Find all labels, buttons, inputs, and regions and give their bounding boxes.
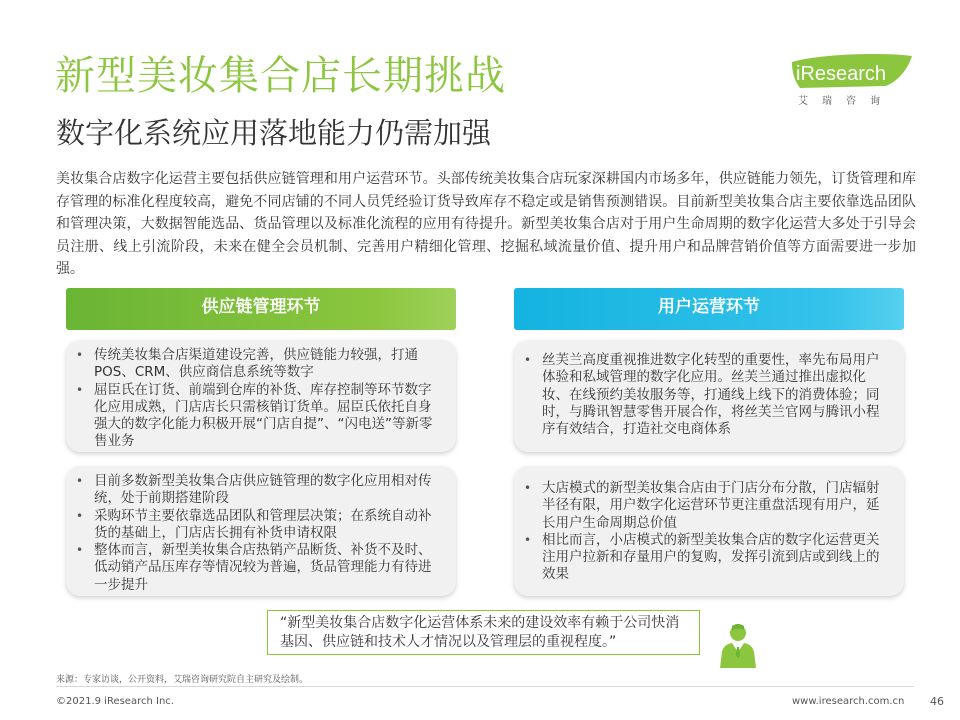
iresearch-logo [790, 50, 915, 110]
quote-box: “新型美妆集合店数字化运营体系未来的建设效率有赖于公司快消基因、供应链和技术人才情况以及管理层的重视程度。” [267, 610, 700, 655]
supply-chain-banner [66, 288, 456, 330]
user-ops-box-2 [514, 466, 904, 596]
page-title: 新型美妆集合店长期挑战 [55, 53, 506, 99]
footer-divider [56, 686, 914, 687]
intro-paragraph: 美妆集合店数字化运营主要包括供应链管理和用户运营环节。头部传统美妆集合店玩家深耕国内市场多年，供应链能力领先，订货管理和库存管理的标准化程度较高，避免不同店铺的不同人员凭经验订货导致库存不稳定或是销售预测错误。目前新型美妆集合店主要依靠选品团队和管理决策，大数据智能选品、货品管理以及标准化流程的应用有待提升。新型美妆集合店对于用户生命周期的数字化运营大多处于引导会员注册、线上引流阶段，未来在健全会员机制、完善用户精细化管理、挖掘私域流量价值、提升用户和品牌营销价值等方面需要进一步加强。 [56, 171, 916, 278]
list-item: • 大店模式的新型美妆集合店由于门店分布分散，门店辐射半径有限，用户数字化运营环节更注重盘活现有用户，延长用户生命周期总价值 [542, 480, 890, 532]
supply-chain-box-1 [66, 340, 456, 452]
copyright: ©2021.9 iResearch Inc. [56, 696, 174, 707]
list-item: • 整体而言，新型美妆集合店热销产品断货、补货不及时、低动销产品压库存等情况较为普遍，货品管理能力有待进一步提升 [94, 542, 442, 594]
source-note: 来源：专家访谈，公开资料，艾瑞咨询研究院自主研究及绘制。 [56, 675, 309, 685]
user-ops-box-1 [514, 340, 904, 452]
logo-name: iResearch [796, 63, 887, 85]
list-item: • 丝芙兰高度重视推进数字化转型的重要性，率先布局用户体验和私域管理的数字化应用。丝芙兰通过推出虚拟化妆、在线预约美妆服务等，打通线上线下的消费体验；同时，与腾讯智慧零售开展合作，将丝芙兰官网与腾讯小程序有效结合，打造社交电商体系 [542, 352, 890, 438]
user-ops-banner [514, 288, 904, 330]
list-item: • 屈臣氏在订货、前端到仓库的补货、库存控制等环节数字化应用成熟，门店店长只需核销订货单。屈臣氏依托自身强大的数字化能力积极开展“门店自提”、“闪电送”等新零售业务 [94, 382, 442, 451]
supply-chain-heading: 供应链管理环节 [201, 297, 321, 317]
list-item: • 相比而言，小店模式的新型美妆集合店的数字化运营更关注用户拉新和存量用户的复购，发挥引流到店或到线上的效果 [542, 532, 890, 584]
logo-tagline: 艾瑞咨询 [798, 96, 894, 107]
supply-chain-box-2 [66, 466, 456, 596]
list-item: • 目前多数新型美妆集合店供应链管理的数字化应用相对传统，处于前期搭建阶段 [94, 473, 442, 508]
website-url: www.iresearch.com.cn [792, 696, 905, 707]
list-item: • 采购环节主要依靠选品团队和管理层决策；在系统自动补货的基础上，门店店长拥有补货申请权限 [94, 508, 442, 543]
user-ops-heading: 用户运营环节 [658, 297, 760, 317]
list-item: • 传统美妆集合店渠道建设完善，供应链能力较强，打通POS、CRM、供应商信息系统等数字 [94, 347, 442, 382]
analyst-person-icon [718, 622, 758, 668]
page-number: 46 [930, 695, 944, 708]
page-subtitle: 数字化系统应用落地能力仍需加强 [56, 116, 492, 150]
